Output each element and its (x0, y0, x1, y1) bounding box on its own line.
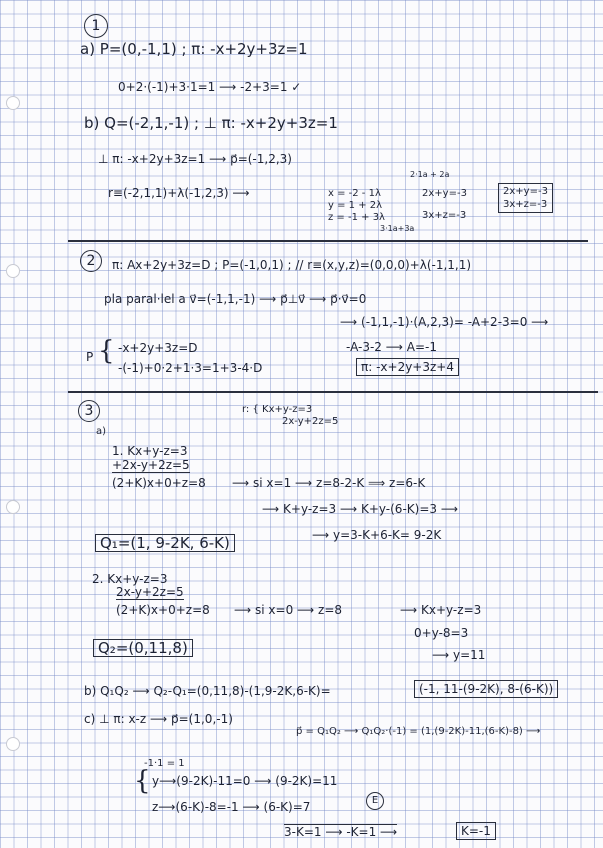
exercise-1-number: 1 (84, 14, 108, 38)
ex2-solve-a: -A-3-2 ⟶ A=-1 (346, 340, 438, 354)
ex3-step1-sum: (2+K)x+0+z=8 (112, 476, 206, 490)
ex3-step1-y: ⟶ y=3-K+6-K= 9-2K (312, 528, 442, 542)
ex3-k-solve: 3-K=1 ⟶ -K=1 ⟶ (284, 825, 398, 839)
ex3-step2-sum: (2+K)x+0+z=8 (116, 603, 210, 617)
ex1-result-eq-1: 2x+y=-3 (503, 186, 548, 197)
ex1-result-box (498, 183, 553, 213)
ex3-part-a-label: a) (96, 426, 107, 437)
ex2-parallel-condition: pla paral·lel a v⃗=(-1,1,-1) ⟶ p⃗⊥v⃗ ⟶ p⃗·v⃗=0 (104, 292, 367, 306)
exercise-2-number: 2 (80, 250, 102, 272)
ex3-brace: { (134, 766, 151, 796)
ex3-step2-eq1: 2. Kx+y-z=3 (92, 572, 168, 586)
ex2-plane-eq: -x+2y+3z=D (118, 341, 198, 355)
ex1-param-z: z = -1 + 3λ (328, 212, 385, 223)
ex1-side-note: 2·1a + 2a (410, 170, 450, 179)
ex3-part-c-relation: p⃗ = Q₁Q₂ ⟶ Q₁Q₂·(-1) = (1,(9-2K)-11,(6-K)-8) ⟶ (296, 726, 541, 737)
ex3-x-condition: -1·1 = 1 (144, 758, 185, 769)
ex1-side-note-2: 3·1a+3a (380, 224, 415, 233)
ex1-eq-1: 2x+y=-3 (422, 188, 467, 199)
ex3-step1-eq1: 1. Kx+y-z=3 (112, 444, 188, 458)
section-divider (68, 391, 598, 393)
ex2-statement: π: Ax+2y+3z=D ; P=(-1,0,1) ; // r≡(x,y,z)=(0,0,0)+λ(-1,1,1) (112, 258, 472, 272)
ex1-line-equation: r≡(-2,1,1)+λ(-1,2,3) ⟶ (108, 186, 250, 200)
ex3-system-r-2: 2x-y+2z=5 (282, 416, 339, 427)
binder-hole (6, 500, 20, 514)
ex3-step2-eq2: 2x-y+2z=5 (116, 585, 184, 599)
ex2-dot-product: ⟶ (-1,1,-1)·(A,2,3)= -A+2-3=0 ⟶ (340, 315, 549, 329)
ex3-step2-y: ⟶ y=11 (432, 648, 486, 662)
ex1-result-eq-2: 3x+z=-3 (503, 199, 548, 210)
ex3-step2-eq-sub: ⟶ Kx+y-z=3 (400, 603, 482, 617)
ex1-param-y: y = 1 + 2λ (328, 200, 383, 211)
ex1-param-x: x = -2 - 1λ (328, 188, 381, 199)
section-divider (68, 240, 588, 242)
ex2-brace: { (98, 336, 115, 366)
ex3-q1-box: Q₁=(1, 9-2K, 6-K) (95, 534, 235, 552)
binder-hole (6, 737, 20, 751)
ex3-part-b-result: (-1, 11-(9-2K), 8-(6-K)) (414, 680, 558, 698)
ex1-part-a-check: 0+2·(-1)+3·1=1 ⟶ -2+3=1 ✓ (118, 80, 302, 94)
ex1-part-a-line: a) P=(0,-1,1) ; π: -x+2y+3z=1 (80, 40, 308, 58)
ex3-z-condition: z⟶(6-K)-8=-1 ⟶ (6-K)=7 (152, 800, 311, 814)
ex3-part-c-line: c) ⊥ π: x-z ⟶ p⃗=(1,0,-1) (84, 712, 233, 726)
ex2-point-label: P (86, 350, 94, 364)
ex3-part-b-line: b) Q₁Q₂ ⟶ Q₂-Q₁=(0,11,8)-(1,9-2K,6-K)= (84, 684, 331, 698)
ex3-step1-eq2: +2x-y+2z=5 (112, 458, 190, 472)
binder-hole (6, 264, 20, 278)
ex3-step2-z: ⟶ si x=0 ⟶ z=8 (234, 603, 343, 617)
ex1-part-b-line: b) Q=(-2,1,-1) ; ⊥ π: -x+2y+3z=1 (84, 114, 338, 132)
ex3-mark: E (366, 792, 384, 810)
ex3-k-result: K=-1 (456, 822, 496, 840)
ex3-step1-z: ⟶ si x=1 ⟶ z=8-2-K ⟹ z=6-K (232, 476, 426, 490)
ex2-substitution: -(-1)+0·2+1·3=1+3-4·D (118, 361, 263, 375)
exercise-3-number: 3 (78, 400, 100, 422)
ex3-y-condition: y⟶(9-2K)-11=0 ⟶ (9-2K)=11 (152, 774, 338, 788)
ex3-step1-y-eq: ⟶ K+y-z=3 ⟶ K+y-(6-K)=3 ⟶ (262, 502, 459, 516)
ex3-step2-y-eq: 0+y-8=3 (414, 626, 469, 640)
binder-hole (6, 96, 20, 110)
ex2-result-box: π: -x+2y+3z+4 (356, 358, 459, 376)
ex3-q2-box: Q₂=(0,11,8) (93, 639, 193, 657)
ex3-system-r-1: r: { Kx+y-z=3 (242, 404, 313, 415)
ex1-normal-vector: ⊥ π: -x+2y+3z=1 ⟶ p⃗=(-1,2,3) (98, 152, 292, 166)
ex1-eq-2: 3x+z=-3 (422, 210, 467, 221)
